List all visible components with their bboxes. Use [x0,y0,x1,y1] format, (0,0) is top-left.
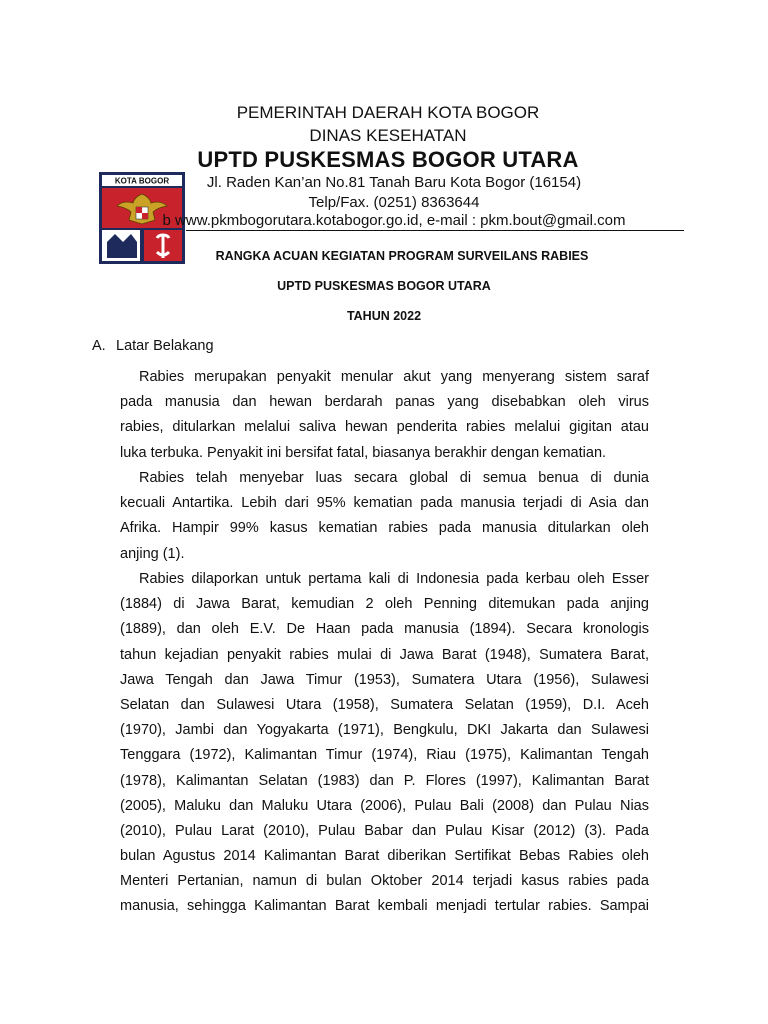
paragraph-line: Jawa Tengah dan Jawa Timur (1953), Sumatera Utara (1956), Sulawesi [120,671,649,688]
paragraph-line: (2005), Maluku dan Maluku Utara (2006), Pulau Bali (2008) dan Pulau Nias [120,797,649,814]
paragraph-line: Selatan dan Sulawesi Utara (1958), Sumatera Selatan (1959), D.I. Aceh [120,696,649,713]
paragraph-line: pada manusia dan hewan berdarah panas yang disebabkan oleh virus [120,394,649,411]
paragraph-line: (2010), Pulau Larat (2010), Pulau Babar dan Pulau Kisar (2012) (3). Pada [120,822,649,839]
paragraph-line: rabies, ditularkan melalui saliva hewan penderita rabies melalui gigitan atau [120,419,649,436]
document-year: TAHUN 2022 [346,309,422,323]
paragraph-line: manusia, sehingga Kalimantan Barat kembali menjadi tertular rabies. Sampai [120,898,649,915]
paragraph [120,365,649,466]
paragraph-line: kecuali Antartika. Lebih dari 95% kematian pada manusia terjadi di Asia dan [120,495,649,512]
paragraph-line: (1884) di Jawa Barat, kemudian 2 oleh Penning ditemukan pada anjing [120,596,649,613]
letterhead-address: Jl. Raden Kan’an No.81 Tanah Baru Kota Bogor (16154) [206,174,582,191]
paragraph-line: (1970), Jambi dan Yogyakarta (1971), Bengkulu, DKI Jakarta dan Sulawesi [120,722,649,739]
section-title: Latar Belakang [116,338,214,354]
document-title: RANGKA ACUAN KEGIATAN PROGRAM SURVEILANS RABIES [215,249,589,263]
letterhead-department: DINAS KESEHATAN [309,126,467,145]
letterhead-phone: Telp/Fax. (0251) 8363644 [308,194,480,211]
paragraph-line: Rabies dilaporkan untuk pertama kali di Indonesia pada kerbau oleh Esser [139,571,649,587]
paragraph-line: Tenggara (1972), Kalimantan Timur (1974), Riau (1975), Kalimantan Tengah [120,747,649,764]
paragraph-line: luka terbuka. Penyakit ini bersifat fatal, biasanya berakhir dengan kematian. [120,444,607,461]
paragraph [120,466,649,567]
paragraph-line: Rabies telah menyebar luas secara global di semua benua di dunia [139,470,649,486]
paragraph-line: tahun kejadian penyakit rabies mulai di Jawa Barat (1948), Sumatera Barat, [120,646,649,663]
section-heading [92,338,214,354]
paragraph-line: bulan Agustus 2014 Kalimantan Barat diberikan Sertifikat Bebas Rabies oleh [120,848,649,865]
paragraph-line: anjing (1). [120,545,185,562]
letterhead-institution: UPTD PUSKESMAS BOGOR UTARA [197,147,579,172]
paragraph [120,567,649,920]
section-marker: A. [92,338,106,354]
document-subtitle: UPTD PUSKESMAS BOGOR UTARA [277,279,491,293]
letterhead-government: PEMERINTAH DAERAH KOTA BOGOR [236,103,540,122]
paragraph-line: Afrika. Hampir 99% kasus kematian rabies pada manusia ditularkan oleh [120,520,649,537]
letterhead-web-email: b www.pkmbogorutara.kotabogor.go.id, e-mail : pkm.bout@gmail.com [162,212,626,229]
letterhead-divider [186,230,684,231]
paragraph-line: Rabies merupakan penyakit menular akut yang menyerang sistem saraf [139,369,649,385]
paragraph-line: (1978), Kalimantan Selatan (1983) dan P. Flores (1997), Kalimantan Barat [120,772,649,789]
paragraph-line: Menteri Pertanian, namun di bulan Oktober 2014 terjadi kasus rabies pada [120,873,649,890]
logo-text: KOTA BOGOR [114,176,170,186]
paragraph-line: (1889), dan oleh E.V. De Haan pada manusia (1894). Secara kronologis [120,621,649,638]
